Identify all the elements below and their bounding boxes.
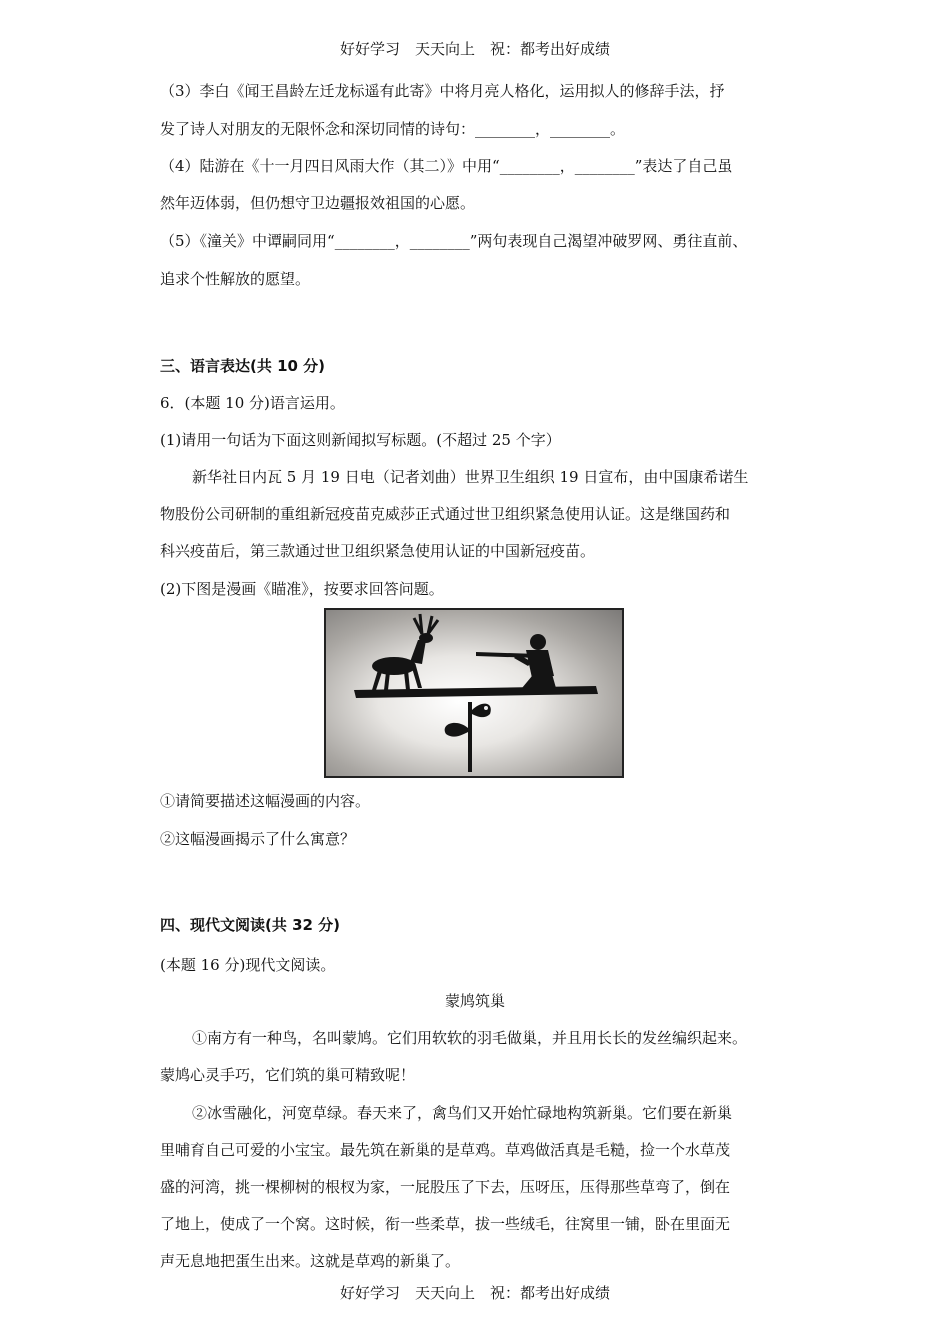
section4-title: 四、现代文阅读(共 32 分) xyxy=(160,916,341,934)
p1-line2: 蒙鸠心灵手巧，它们筑的巢可精致呢！ xyxy=(160,1066,416,1084)
q4-line1: （4）陆游在《十一月四日风雨大作（其二）》中用“________，________”表达了自己虽 xyxy=(160,157,733,175)
q5-line2: 追求个性解放的愿望。 xyxy=(160,270,311,288)
p2-line5: 声无息地把蛋生出来。这就是草鸡的新巢了。 xyxy=(160,1252,461,1270)
comic-desc: ①请简要描述这幅漫画的内容。 xyxy=(160,792,371,810)
page-header: 好好学习 天天向上 祝：都考出好成绩 xyxy=(339,40,610,58)
p1-line1: ①南方有一种鸟，名叫蒙鸠。它们用软软的羽毛做巢，并且用长长的发丝编织起来。 xyxy=(192,1029,748,1047)
news-line2: 物股份公司研制的重组新冠疫苗克威莎正式通过世卫组织紧急使用认证。这是继国药和 xyxy=(160,505,731,523)
news-line3: 科兴疫苗后，第三款通过世卫组织紧急使用认证的中国新冠疫苗。 xyxy=(160,542,596,560)
p2-line4: 了地上，使成了一个窝。这时候，衔一些柔草，拔一些绒毛，往窝里一铺，卧在里面无 xyxy=(160,1215,731,1233)
comic-aiming-image xyxy=(324,608,624,778)
comic-moral: ②这幅漫画揭示了什么寓意？ xyxy=(160,830,356,848)
comic-hunter xyxy=(476,634,556,688)
q3-line2: 发了诗人对朋友的无限怀念和深切同情的诗句：________，________。 xyxy=(160,120,626,138)
q4-line2: 然年迈体弱，但仍想守卫边疆报效祖国的心愿。 xyxy=(160,194,476,212)
reading-title: 蒙鸠筑巢 xyxy=(444,992,505,1010)
q3-line1: （3）李白《闻王昌龄左迁龙标遥有此寄》中将月亮人格化，运用拟人的修辞手法，抒 xyxy=(160,82,725,100)
p2-line2: 里哺育自己可爱的小宝宝。最先筑在新巢的是草鸡。草鸡做活真是毛糙，捡一个水草茂 xyxy=(160,1141,731,1159)
reading-intro: (本题 16 分)现代文阅读。 xyxy=(160,956,336,974)
p2-line3: 盛的河湾，挑一棵柳树的根杈为家，一屁股压了下去，压呀压，压得那些草弯了，倒在 xyxy=(160,1178,731,1196)
section3-title: 三、语言表达(共 10 分) xyxy=(160,357,326,375)
q6-intro: 6．(本题 10 分)语言运用。 xyxy=(160,394,345,412)
comic-bird-sapling xyxy=(445,702,491,772)
q6-sub2: (2)下图是漫画《瞄准》，按要求回答问题。 xyxy=(160,580,444,598)
comic-ground xyxy=(354,686,598,698)
q5-line1: （5）《潼关》中谭嗣同用“________，________”两句表现自己渴望冲破罗网、勇往直前、 xyxy=(160,232,748,250)
news-line1: 新华社日内瓦 5 月 19 日电（记者刘曲）世界卫生组织 19 日宣布，由中国康希诺生 xyxy=(192,468,749,486)
q6-sub1: (1)请用一句话为下面这则新闻拟写标题。(不超过 25 个字） xyxy=(160,431,561,449)
page-footer: 好好学习 天天向上 祝：都考出好成绩 xyxy=(339,1284,610,1302)
comic-deer xyxy=(372,614,438,690)
p2-line1: ②冰雪融化，河宽草绿。春天来了，禽鸟们又开始忙碌地构筑新巢。它们要在新巢 xyxy=(192,1104,733,1122)
